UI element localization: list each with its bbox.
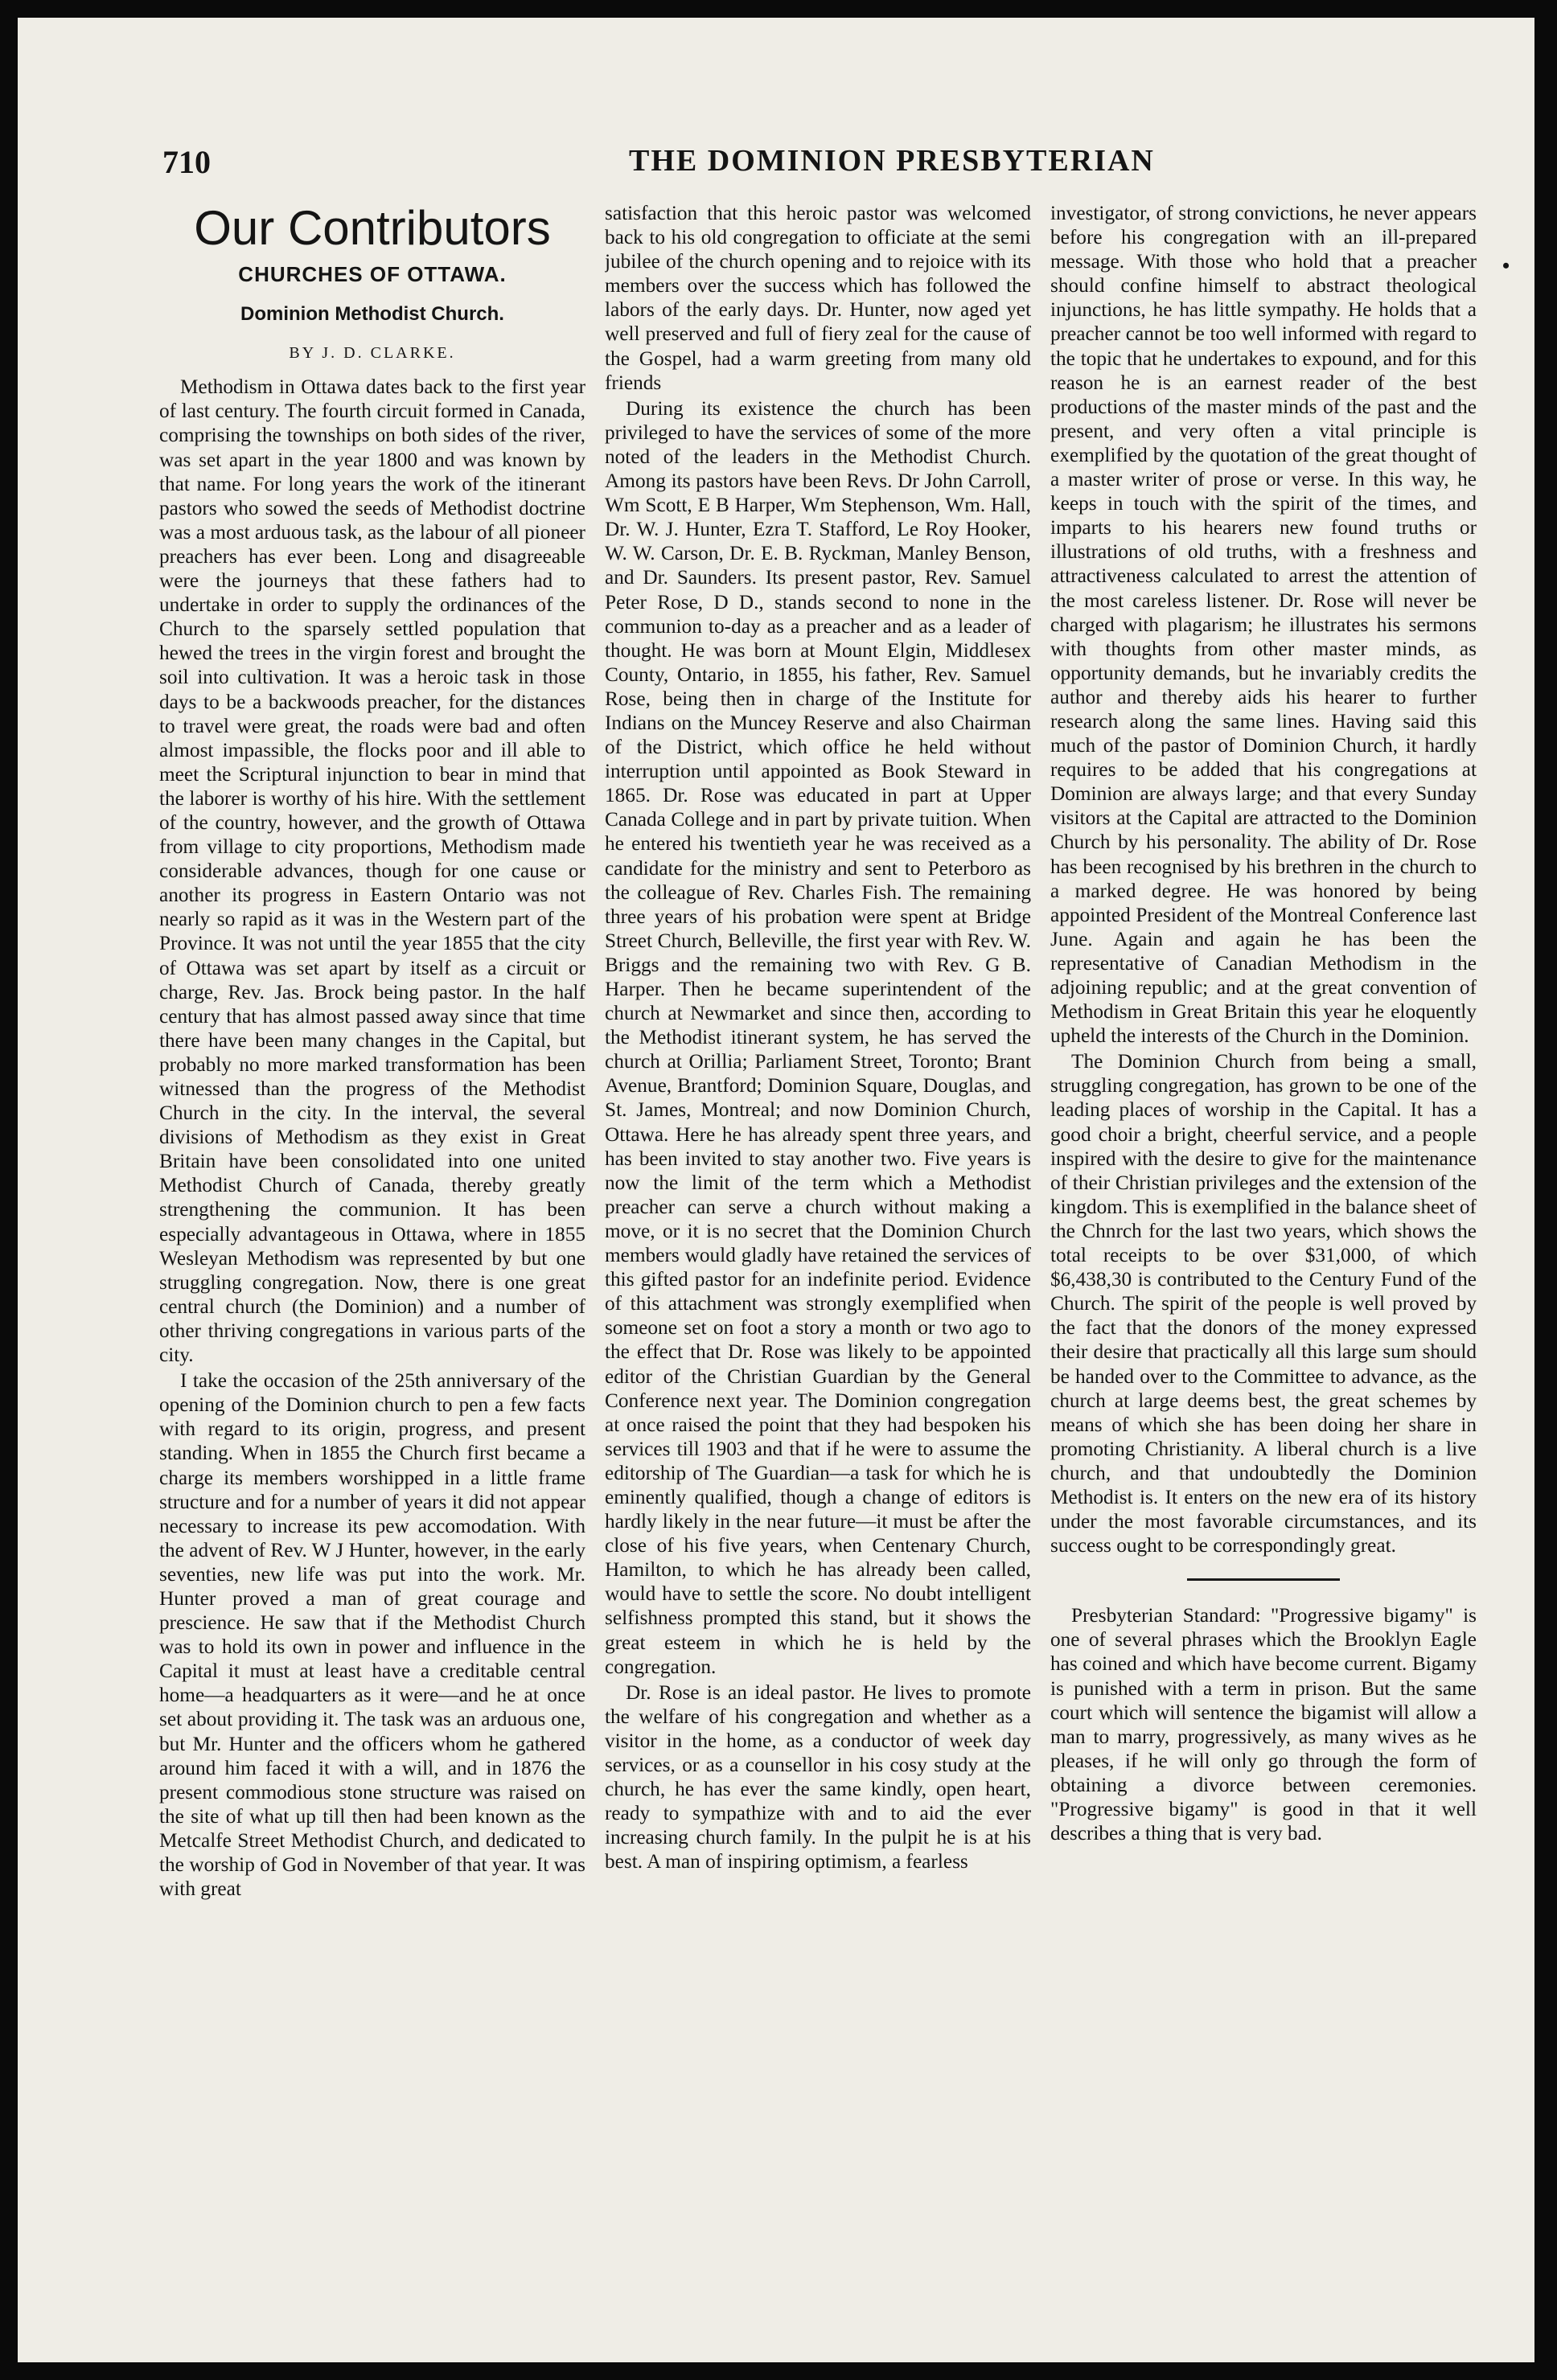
margin-mark-icon: • [1502, 254, 1510, 277]
paragraph: satisfaction that this heroic pastor was welcomed back to his old congregation to officiate at the semi jubilee of the church opening and to rejoice with its members over the success which has followed the labors of the early days. Dr. Hunter, now aged yet well preserved and full of fiery zeal for the cause of the Gospel, had a warm greeting from many old friends [605, 202, 1031, 394]
article-sub-subtitle: Dominion Methodist Church. [240, 303, 504, 326]
paragraph: investigator, of strong convictions, he never appears before his congregation with an ill-prepared message. With those who hold that a preacher should confine himself to abstract theological injunctions, he has little sympathy. He holds that a preacher cannot be too well informed with regard to the topic that he undertakes to expound, and for this reason he is an earnest reader of the best productions of the master minds of the past and the present, and very often a vital principle is exemplified by the quotation of the great thought of a master writer of prose or verse. In this way, he keeps in touch with the spirit of the times, and imparts to his hearers new found truths or illustrations of old truths, with a freshness and attractiveness calculated to arrest the attention of the most careless listener. Dr. Rose will never be charged with plagarism; he illustrates his sermons with thoughts from other master minds, as opportunity demands, but he invariably credits the author and thereby aids his hearer to further research along the same lines. Having said this much of the pastor of Dominion Church, it hardly requires to be added that his congregations at Dominion are always large; and that every Sunday visitors at the Capital are attracted to the Dominion Church by his personality. The ability of Dr. Rose has been recognised by his brethren in the church to a marked degree. He was honored by being appointed President of the Montreal Conference last June. Again and again he has been the representative of Canadian Methodism in the adjoining republic; and at the great convention of Methodism in Great Britain this year he eloquently upheld the interests of the Church in the Dominion. [1050, 202, 1477, 1048]
paragraph: Methodism in Ottawa dates back to the first year of last century. The fourth circuit formed in Canada, comprising the townships on both sides of the river, was set apart in the year 1800 and was known by that name. For long years the work of the itinerant pastors who sowed the seeds of Methodist doctrine was a most arduous task, as the labour of all pioneer preachers has ever been. Long and disagreeable were the journeys that these fathers had to undertake in order to supply the ordinances of the Church to the sparsely settled population that hewed the trees in the virgin forest and brought the soil into cultivation. It was a heroic task in those days to be a backwoods preacher, for the distances to travel were great, the roads were bad and often almost impassible, the flocks poor and ill able to meet the Scriptural injunction to bear in mind that the laborer is worthy of his hire. With the settlement of the country, however, and the growth of Ottawa from village to city proportions, Methodism made considerable advances, though for one cause or another its progress in Eastern Ontario was not nearly so rapid as it was in the Western part of the Province. It was not until the year 1855 that the city of Ottawa was set apart by itself as a circuit or charge, Rev. Jas. Brock being pastor. In the half century that has almost passed away since that time there have been many changes in the Capital, but probably no more marked transformation has been witnessed than the progress of the Methodist Church in the city. In the interval, the several divisions of Methodism as they exist in Great Britain have been consolidated into one united Methodist Church of Canada, thereby greatly strengthening the communion. It has been especially advantageous in Ottawa, where in 1855 Wesleyan Methodism was represented by but one struggling congregation. Now, there is one great central church (the Dominion) and a number of other thriving congregations in various parts of the city. [159, 375, 585, 1367]
paragraph: I take the occasion of the 25th anniversary of the opening of the Dominion church to pen a few facts with regard to its origin, progress, and present standing. When in 1855 the Church first became a charge its members worshipped in a little frame structure and for a number of years it did not appear necessary to increase its pew accomodation. With the advent of Rev. W J Hunter, however, in the early seventies, new life was put into the work. Mr. Hunter proved a man of great courage and prescience. He saw that if the Methodist Church was to hold its own in power and influence in the Capital it must at least have a creditable central home—a headquarters as it were—and he at once set about providing it. The task was an arduous one, but Mr. Hunter and the officers whom he gathered around him faced it with a will, and in 1876 the present commodious stone structure was raised on the site of what up till then had been known as the Metcalfe Street Methodist Church, and dedicated to the worship of God in November of that year. It was with great [159, 1369, 585, 1901]
section-divider [1187, 1578, 1340, 1581]
page-header [18, 130, 1534, 178]
page-number: 710 [162, 144, 211, 180]
exchange-paragraph: Presbyterian Standard: "Progressive bigamy" is one of several phrases which the Brooklyn Eagle has coined and which have become current. Bigamy is punished with a term in prison. But the same court which will sentence the bigamist will allow a man to marry, progressively, as many wives as he pleases, if he will only go through the form of obtaining a divorce between ceremonies. "Progressive bigamy" is good in that it well describes a thing that is very bad. [1050, 1604, 1477, 1845]
paragraph: Dr. Rose is an ideal pastor. He lives to promote the welfare of his congregation and whether as a visitor in the home, as a conductor of week day services, or as a counsellor in his cosy study at the church, he has ever the same kindly, open heart, ready to sympathize with and to aid the ever increasing church family. In the pulpit he is at his best. A man of inspiring optimism, a fearless [605, 1680, 1031, 1873]
paragraph: The Dominion Church from being a small, struggling congregation, has grown to be one of the leading places of worship in the Capital. It has a good choir a bright, cheerful service, and a people inspired with the desire to give for the maintenance of their Christian privileges and the extension of the kingdom. This is exemplified in the balance sheet of the Chnrch for the last two years, which shows the total receipts to be over $31,000, of which $6,438,30 is contributed to the Century Fund of the Church. The spirit of the people is well proved by the fact that the donors of the money expressed their desire that practically all this large sum should be handed over to the Committee to advance, as the church at large deems best, the great schemes by means of which she has been doing her share in promoting Christianity. A liberal church is a live church, and that undoubtedly the Dominion Methodist is. It enters on the new era of its history under the most favorable circumstances, and its success ought to be correspondingly great. [1050, 1050, 1477, 1557]
paragraph: During its existence the church has been privileged to have the services of some of the more noted of the leaders in the Methodist Church. Among its pastors have been Revs. Dr John Carroll, Wm Scott, E B Harper, Wm Stephenson, Wm. Hall, Dr. W. J. Hunter, Ezra T. Stafford, Le Roy Hooker, W. W. Carson, Dr. E. B. Ryckman, Manley Benson, and Dr. Saunders. Its present pastor, Rev. Samuel Peter Rose, D D., stands second to none in the communion to-day as a preacher and as a leader of thought. He was born at Mount Elgin, Middlesex County, Ontario, in 1855, his father, Rev. Samuel Rose, being then in charge of the Institute for Indians on the Muncey Reserve and also Chairman of the District, which office he held without interruption until appointed as Book Steward in 1865. Dr. Rose was educated in part at Upper Canada College and in part by private tuition. When he entered his twentieth year he was received as a candidate for the ministry and sent to Peterboro as the colleague of Rev. Charles Fish. The remaining three years of his probation were spent at Bridge Street Church, Belleville, the first year with Rev. W. Briggs and the remaining two with Rev. G B. Harper. Then he became superintendent of the church at Newmarket and since then, according to the Methodist itinerant system, he has served the church at Orillia; Parliament Street, Toronto; Brant Avenue, Brantford; Dominion Square, Douglas, and St. James, Montreal; and now Dominion Church, Ottawa. Here he has already spent three years, and has been invited to stay another two. Five years is now the limit of the term which a Methodist preacher can serve a church without making a move, or it is no secret that the Dominion Church members would gladly have retained the services of this gifted pastor for an indefinite period. Evidence of this attachment was strongly exemplified when someone set on foot a story a month or two ago to the effect that Dr. Rose was likely to be appointed editor of the Christian Guardian by the General Conference next year. The Dominion congregation at once raised the point that they had bespoken his services till 1903 and that if he were to assume the editorship of The Guardian—a task for which he is eminently qualified, though a change of editors is hardly likely in the near future—it must be after the close of his five years, when Centenary Church, Hamilton, to which he has already been called, would have to settle the score. No doubt intelligent selfishness prompted this stand, but it shows the great esteem in which he is held by the congregation. [605, 396, 1031, 1678]
column-3 [1050, 201, 1477, 2308]
running-head: THE DOMINION PRESBYTERIAN [629, 144, 1155, 178]
article-subtitle: CHURCHES OF OTTAWA. [238, 262, 507, 286]
byline: BY J. D. CLARKE. [289, 344, 456, 363]
column-1 [159, 201, 585, 2308]
section-title: Our Contributors [194, 201, 551, 255]
column-2 [605, 201, 1031, 2308]
newspaper-page [18, 18, 1534, 2362]
